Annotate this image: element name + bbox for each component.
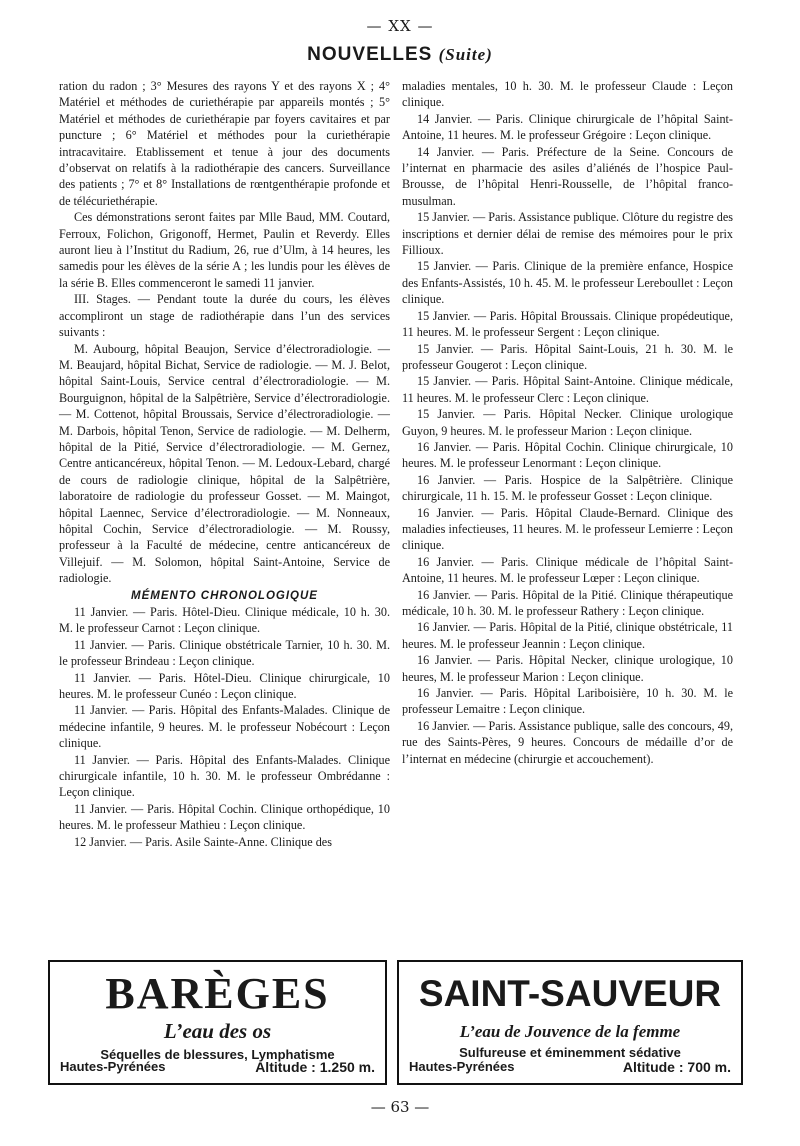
agenda-entry: 16 Janvier. — Paris. Hospice de la Salpêtrière. Clinique chirurgicale, 11 h. 15. M. le professeur Gosset : Leçon clinique. (402, 472, 733, 504)
ad-bareges-footer (60, 1059, 375, 1075)
ad-bareges-subline: Séquelles de blessures, Lymphatisme (100, 1047, 335, 1062)
agenda-entry: 16 Janvier. — Paris. Hôpital de la Pitié. Clinique thérapeutique médicale, 10 h. 30. M. le professeur Rathery : Leçon clinique. (402, 587, 733, 618)
agenda-entry: 15 Janvier. — Paris. Assistance publique. Clôture du registre des inscriptions et dernier délai de remise des mémoires pour le prix Fillioux. (402, 210, 733, 258)
agenda-entry: 16 Janvier. — Paris. Hôpital Lariboisière, 10 h. 30. M. le professeur Lemaitre : Leçon clinique. (402, 686, 733, 717)
ad-bareges-altitude: Altitude : 1.250 m. (255, 1059, 375, 1075)
agenda-entry-continued: maladies mentales, 10 h. 30. M. le professeur Claude : Leçon clinique. (402, 79, 733, 110)
agenda-entry: 11 Janvier. — Paris. Hôtel-Dieu. Clinique chirurgicale, 10 heures. M. le professeur Cunéo : Leçon clinique. (59, 670, 390, 702)
ad-saint-sauveur-subline: Sulfureuse et éminemment sédative (459, 1045, 681, 1060)
agenda-entry: 15 Janvier. — Paris. Hôpital Broussais. Clinique propédeutique, 11 heures. M. le professeur Sergent : Leçon clinique. (402, 308, 733, 340)
agenda-entry: 16 Janvier. — Paris. Hôpital de la Pitié, clinique obstétricale, 11 heures. M. le professeur Jeannin : Leçon clinique. (402, 620, 733, 651)
right-column (402, 78, 733, 767)
agenda-entry: 16 Janvier. — Paris. Hôpital Claude-Bernard. Clinique des maladies infectieuses, 11 heures. M. le professeur Lemierre : Leçon clinique. (402, 505, 733, 553)
ad-bareges-region: Hautes-Pyrénées (60, 1059, 166, 1074)
memento-heading: MÉMENTO CHRONOLOGIQUE (131, 589, 318, 602)
agenda-entry: 14 Janvier. — Paris. Clinique chirurgicale de l’hôpital Saint-Antoine, 11 heures. M. le professeur Grégoire : Leçon clinique. (402, 111, 733, 143)
agenda-entry: 11 Janvier. — Paris. Hôpital Cochin. Clinique orthopédique, 10 heures. M. le professeur Mathieu : Leçon clinique. (59, 801, 390, 833)
page-number: — 63 — (370, 1098, 430, 1116)
advertisement-bareges (48, 960, 387, 1085)
paragraph-demonstrations: Ces démonstrations seront faites par Mlle Baud, MM. Coutard, Ferroux, Folichon, Grigonoff, Hermet, Paulin et Reverdy. Elles auront lieu à l’Institut du Radium, 26, rue d’Ulm, à 14 heures, les samedis pour les élèves de la série A ; les lundis pour les élèves de la série B. Elles commenceront le samedi 11 janvier. (59, 210, 390, 290)
left-column (59, 78, 390, 850)
agenda-entry: 11 Janvier. — Paris. Hôtel-Dieu. Clinique médicale, 10 h. 30. M. le professeur Carnot : Leçon clinique. (59, 605, 390, 636)
ad-saint-sauveur-name: SAINT-SAUVEUR (418, 973, 722, 1014)
section-heading (0, 44, 800, 66)
agenda-entry: 12 Janvier. — Paris. Asile Sainte-Anne. Clinique des (74, 834, 332, 849)
agenda-entry: 11 Janvier. — Paris. Hôpital des Enfants-Malades. Clinique chirurgicale infantile, 10 h. 30. M. le professeur Ombrédanne : Leçon clinique. (59, 752, 390, 800)
agenda-entry: 15 Janvier. — Paris. Hôpital Necker. Clinique urologique Guyon, 9 heures. M. le professeur Marion : Leçon clinique. (402, 407, 733, 438)
agenda-entry: 11 Janvier. — Paris. Hôpital des Enfants-Malades. Clinique de médecine infantile, 9 heures. M. le professeur Nobécourt : Leçon clinique. (59, 703, 390, 751)
agenda-entry: 15 Janvier. — Paris. Hôpital Saint-Louis, 21 h. 30. M. le professeur Gougerot : Leçon clinique. (402, 341, 733, 372)
agenda-entry: 16 Janvier. — Paris. Hôpital Necker, clinique urologique, 10 heures, M. le professeur Marion : Leçon clinique. (402, 653, 733, 684)
section-title-suite: (Suite) (438, 45, 493, 64)
section-title: NOUVELLES (307, 44, 433, 65)
agenda-entry: 16 Janvier. — Paris. Hôpital Cochin. Clinique chirurgicale, 10 heures. M. le professeur Lenormant : Leçon clinique. (402, 439, 733, 471)
agenda-entry: 15 Janvier. — Paris. Clinique de la première enfance, Hospice des Enfants-Assistés, 10 h. 45. M. le professeur Lereboullet : Leçon clinique. (402, 259, 734, 307)
agenda-entry: 14 Janvier. — Paris. Préfecture de la Seine. Concours de l’internat en pharmacie des asiles d’aliénés de l’hospice Paul-Brousse, de l’hôpital Henri-Rousselle, de l’hôpital franco-musulman. (402, 144, 733, 208)
agenda-entry: 16 Janvier. — Paris. Assistance publique, salle des concours, 49, rue des Saints-Pères, 9 heures. Concours de médaille d’or de l’internat en médecine (chirurgie et accouchement). (402, 718, 733, 766)
ad-saint-sauveur-footer (409, 1059, 731, 1075)
ad-bareges-name: BARÈGES (105, 969, 330, 1018)
paragraph-curietherapy-continued: ration du radon ; 3° Mesures des rayons Y et des rayons X ; 4° Matériel et méthodes de curiethérapie par appareils montés ; 5° Matériel et méthodes de curiethérapie par foyers cavitaires et par puncture ; 6° Matériel et méthodes pour la curiethérapie intracavitaire. Etablissement et tenue à jour des documents d’observat on relatifs à la radiothérapie des cancers. Surveillance des patients ; 7° et 8° Installations de rœntgenthérapie profonde et de télécuriethérapie. (59, 79, 390, 208)
agenda-entry: 11 Janvier. — Paris. Clinique obstétricale Tarnier, 10 h. 30. M. le professeur Brindeau : Leçon clinique. (59, 637, 390, 669)
paragraph-services-list: M. Aubourg, hôpital Beaujon, Service d’électroradiologie. — M. Beaujard, hôpital Bichat, Service de radiologie. — M. J. Belot, hôpital Saint-Louis, Service central d’électroradiologie. — M. Bourguignon, hôpital de la Salpêtrière, Service d’électroradiologie. — M. Cottenot, hôpital Broussais, Service d’électroradiologie. — M. Darbois, hôpital Tenon, Service de radiologie. — M. Delherm, hôpital de la Pitié, Service d’électroradiologie. — M. Gernez, Centre anticancéreux, hôpital Tenon. — M. Ledoux-Lebard, chargé de cours de radiologie clinique, hôpital de la Salpêtrière, laboratoire de radiologie du professeur Gosset. — M. Maingot, hôpital Laennec, Service d’électroradiologie. — M. Nonneaux, hôpital Cochin, Service d’électroradiologie. — M. Roussy, professeur à la Faculté de médecine, centre anticancéreux de Villejuif. — M. Solomon, hôpital Saint-Antoine, Service de radiologie. (59, 341, 390, 586)
ad-saint-sauveur-region: Hautes-Pyrénées (409, 1059, 515, 1074)
ad-saint-sauveur-altitude: Altitude : 700 m. (622, 1059, 731, 1075)
ad-bareges-tagline: L’eau des os (163, 1019, 272, 1043)
roman-page-number: — XX — (366, 17, 434, 35)
advertisement-saint-sauveur (397, 960, 743, 1085)
ad-saint-sauveur-tagline: L’eau de Jouvence de la femme (459, 1022, 681, 1041)
agenda-entry: 16 Janvier. — Paris. Clinique médicale de l’hôpital Saint-Antoine, 11 heures. M. le professeur Lœper : Leçon clinique. (402, 554, 733, 586)
agenda-entry: 15 Janvier. — Paris. Hôpital Saint-Antoine. Clinique médicale, 11 heures. M. le professeur Clerc : Leçon clinique. (402, 374, 733, 405)
paragraph-stages: III. Stages. — Pendant toute la durée du cours, les élèves accompliront un stage de radiothérapie dans l’un des services suivants : (59, 292, 390, 340)
